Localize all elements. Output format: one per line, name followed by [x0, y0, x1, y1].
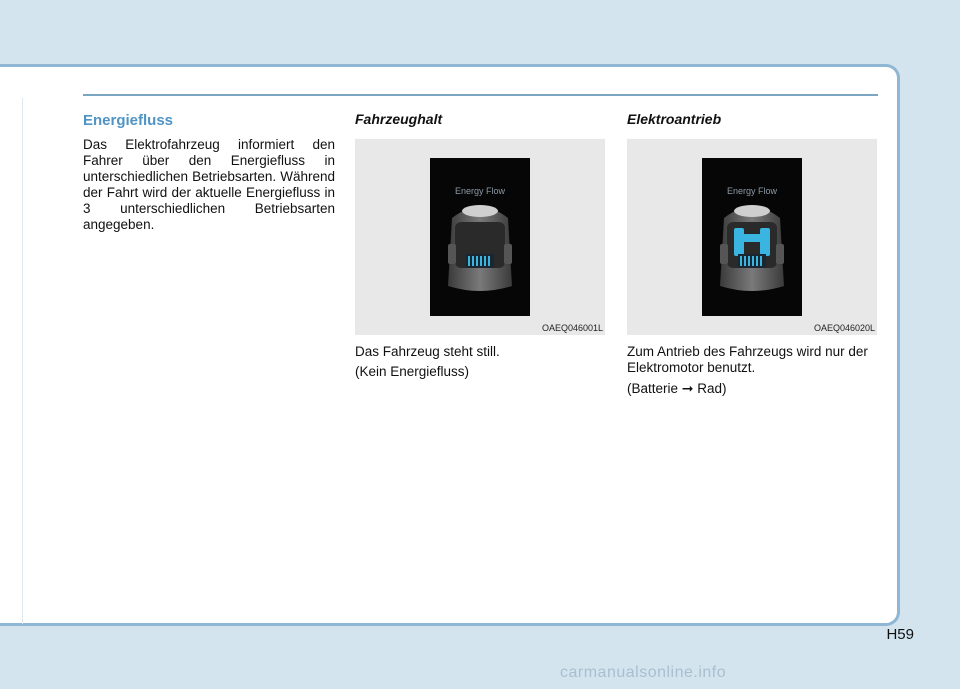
figure-elektroantrieb [627, 139, 877, 335]
status-text-detail [627, 380, 879, 397]
subheading-fahrzeughalt: Fahrzeughalt [355, 111, 443, 127]
watermark: carmanualsonline.info [560, 664, 727, 681]
page-number: H59 [886, 626, 914, 643]
energy-flow-screen [430, 158, 530, 316]
intro-paragraph: Das Elektrofahrzeug informiert den Fahrer über den Energiefluss in unterschiedlichen Betriebsarten. Während der Fahrt wird der aktuelle Energiefluss in 3 unterschiedlichen Betriebsarten angegeben. [83, 137, 335, 232]
car-flow-icon [702, 158, 802, 316]
subheading-elektroantrieb: Elektroantrieb [627, 111, 722, 127]
top-rule [83, 94, 878, 96]
screen-title: Energy Flow [726, 186, 778, 196]
flow-source: (Batterie [627, 381, 679, 396]
margin-line [22, 98, 23, 624]
energy-flow-screen [702, 158, 802, 316]
status-text: Das Fahrzeug steht still. [355, 344, 500, 359]
figure-code: OAEQ046020L [813, 323, 875, 333]
section-heading: Energiefluss [83, 112, 174, 129]
flow-target: Rad) [697, 381, 727, 396]
status-text-detail: (Kein Energiefluss) [355, 364, 470, 379]
screen-title: Energy Flow [454, 186, 506, 196]
figure-code: OAEQ046001L [541, 323, 603, 333]
figure-fahrzeughalt [355, 139, 605, 335]
status-text: Zum Antrieb des Fahrzeugs wird nur der Elektromotor benutzt. [627, 344, 868, 375]
car-topview-icon [430, 158, 530, 316]
arrow-right-icon: ➞ [681, 380, 694, 396]
